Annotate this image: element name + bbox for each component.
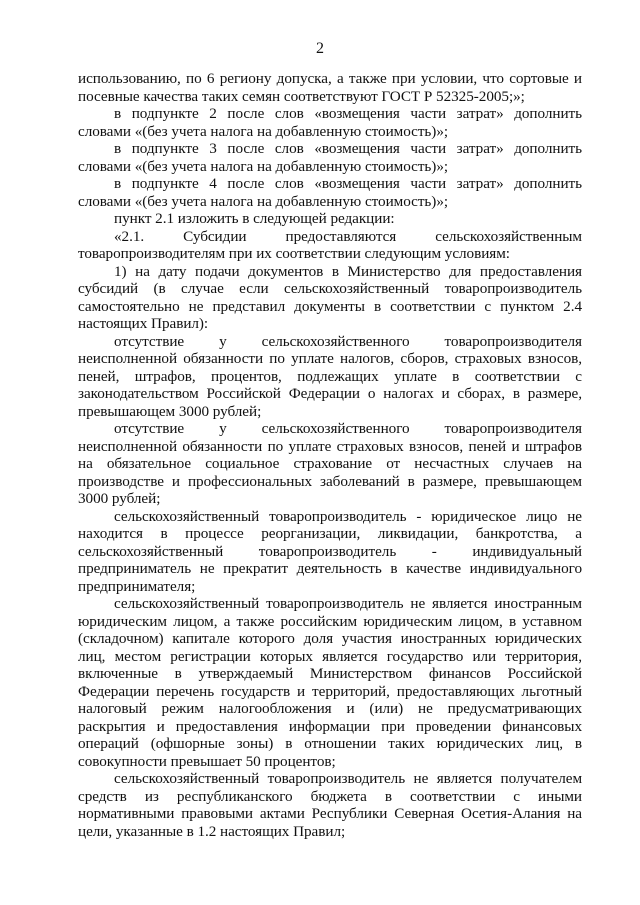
paragraph-point-2-1-subsidy-conditions: «2.1. Субсидии предоставляются сельскохозяйственным товаропроизводителям при их соответствии следующим условиям: bbox=[78, 227, 582, 262]
paragraph-not-foreign-entity: сельскохозяйственный товаропроизводитель не является иностранным юридическим лицом, а также российским юридическим лицом, в уставном (складочном) капитале которого доля участия иностранных юридических лиц, местом регистрации которых является государство или территория, включенные в утверждаемый Министерством финансов Российской Федерации перечень государств и территорий, предоставляющих льготный налоговый режим налогообложения и (или) не предусматривающих раскрытия и предоставления информации при проведении финансовых операций (офшорные зоны) в отношении таких юридических лиц, в совокупности превышает 50 процентов; bbox=[78, 595, 582, 770]
paragraph-subpoint-3-amendment: в подпункте 3 после слов «возмещения части затрат» дополнить словами «(без учета налога на добавленную стоимость)»; bbox=[78, 140, 582, 175]
paragraph-seed-quality-condition: использованию, по 6 региону допуска, а также при условии, что сортовые и посевные качества таких семян соответствуют ГОСТ Р 52325-2005;»; bbox=[78, 70, 582, 105]
document-body bbox=[78, 70, 582, 840]
paragraph-condition-1-date-of-submission: 1) на дату подачи документов в Министерство для предоставления субсидий (в случае если сельскохозяйственный товаропроизводитель самостоятельно не представил документы в соответствии с пунктом 2.4 настоящих Правил): bbox=[78, 262, 582, 332]
paragraph-no-tax-debt: отсутствие у сельскохозяйственного товаропроизводителя неисполненной обязанности по уплате налогов, сборов, страховых взносов, пеней, штрафов, процентов, подлежащих уплате в соответствии с законодательством Российской Федерации о налогах и сборах, в размере, превышающем 3000 рублей; bbox=[78, 332, 582, 420]
paragraph-subpoint-2-amendment: в подпункте 2 после слов «возмещения части затрат» дополнить словами «(без учета налога на добавленную стоимость)»; bbox=[78, 105, 582, 140]
paragraph-point-2-1-intro: пункт 2.1 изложить в следующей редакции: bbox=[114, 210, 395, 227]
page-number: 2 bbox=[316, 40, 324, 57]
paragraph-subpoint-4-amendment: в подпункте 4 после слов «возмещения части затрат» дополнить словами «(без учета налога на добавленную стоимость)»; bbox=[78, 175, 582, 210]
paragraph-no-insurance-debt: отсутствие у сельскохозяйственного товаропроизводителя неисполненной обязанности по уплате страховых взносов, пеней и штрафов на обязательное социальное страхование от несчастных случаев на производстве и профессиональных заболеваний в размере, превышающем 3000 рублей; bbox=[78, 420, 582, 507]
paragraph-not-budget-recipient: сельскохозяйственный товаропроизводитель не является получателем средств из республиканского бюджета в соответствии с иными нормативными правовыми актами Республики Северная Осетия-Алания на цели, указанные в 1.2 настоящих Правил; bbox=[78, 770, 582, 840]
paragraph-not-in-reorganization: сельскохозяйственный товаропроизводитель - юридическое лицо не находится в процессе реорганизации, ликвидации, банкротства, а сельскохозяйственный товаропроизводитель - индивидуальный предприниматель не прекратит деятельность в качестве индивидуального предпринимателя; bbox=[78, 507, 582, 595]
